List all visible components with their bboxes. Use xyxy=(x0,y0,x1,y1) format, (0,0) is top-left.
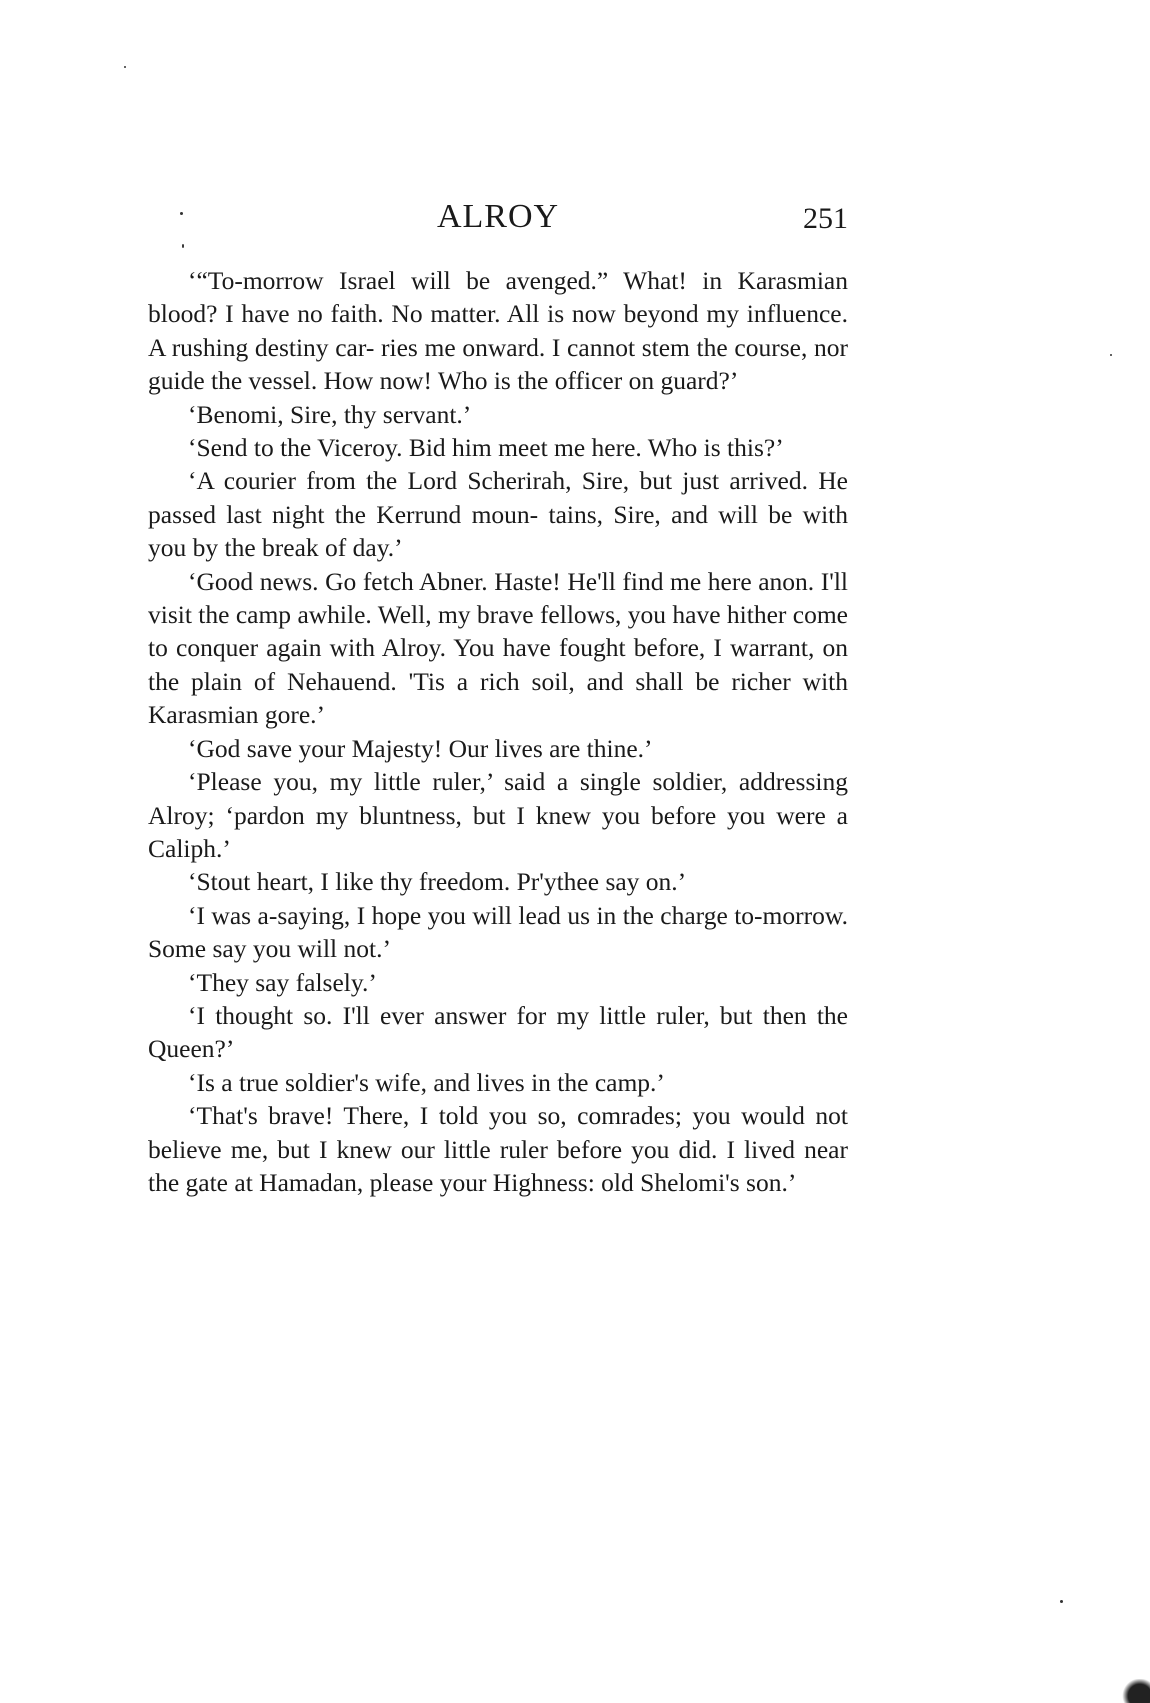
scan-speck xyxy=(1110,354,1112,356)
running-head xyxy=(148,198,848,238)
paragraph: ‘God save your Majesty! Our lives are thine.’ xyxy=(188,733,653,763)
scan-speck xyxy=(180,212,183,215)
paragraph: ‘Good news. Go fetch Abner. Haste! He'll find me here anon. I'll visit the camp awhile. Well, my brave fellows, you have hither come to conquer again with Alroy. You have fought before, I warrant, on the plain of Nehauend. 'Tis a rich soil, and shall be richer with Karasmian gore.’ xyxy=(148,566,848,730)
paragraph: ‘I thought so. I'll ever answer for my little ruler, but then the Queen?’ xyxy=(148,1000,848,1064)
paragraph: ‘Stout heart, I like thy freedom. Pr'ythee say on.’ xyxy=(188,867,687,897)
scan-speck xyxy=(124,66,126,68)
paragraph: ‘Is a true soldier's wife, and lives in the camp.’ xyxy=(188,1067,665,1097)
paragraph: ‘Benomi, Sire, thy servant.’ xyxy=(188,399,472,429)
body-text xyxy=(148,264,848,1199)
page-number: 251 xyxy=(803,202,848,235)
paragraph: ‘Please you, my little ruler,’ said a single soldier, addressing Alroy; ‘pardon my bluntness, but I knew you before you were a Caliph.’ xyxy=(148,767,848,863)
scan-speck xyxy=(1060,1600,1063,1603)
paragraph: ‘They say falsely.’ xyxy=(188,967,377,997)
paragraph: ‘Send to the Viceroy. Bid him meet me here. Who is this?’ xyxy=(188,433,784,463)
paragraph: ‘A courier from the Lord Scherirah, Sire, but just arrived. He passed last night the Kerrund moun- tains, Sire, and will be with you by the break of day.’ xyxy=(148,466,848,563)
paragraph: ‘That's brave! There, I told you so, comrades; you would not believe me, but I knew our little ruler before you did. I lived near the gate at Hamadan, please your Highness: old Shelomi's son.’ xyxy=(148,1101,848,1197)
scan-corner-mark xyxy=(1116,1679,1150,1703)
paragraph: ‘I was a-saying, I hope you will lead us in the charge to-morrow. Some say you will not.’ xyxy=(148,900,848,964)
running-title: ALROY xyxy=(436,198,560,235)
paragraph: ‘“To-morrow Israel will be avenged.” What! in Karasmian blood? I have no faith. No matter. All is now beyond my influence. A rushing destiny car- ries me onward. I cannot stem the course, nor guide the vessel. How now! Who is the officer on guard?’ xyxy=(148,266,848,396)
scan-speck xyxy=(182,244,184,248)
